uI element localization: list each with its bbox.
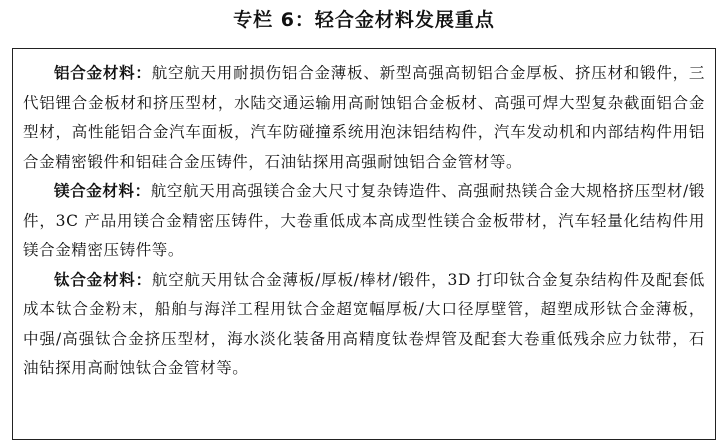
section-term: 钛合金材料： (54, 270, 152, 289)
section-titanium (23, 266, 705, 384)
section-text: 航空航天用钛合金薄板/厚板/棒材/锻件，3D 打印钛合金复杂结构件及配套低成本钛合金粉末，船舶与海洋工程用钛合金超宽幅厚板/大口径厚壁管，超塑成形钛合金薄板，中强/高强钛合金挤压型材，海水淡化装备用高精度钛卷焊管及配套大卷重低残余应力钛带，石油钻探用高耐蚀钛合金管材等。 (23, 270, 705, 377)
content-box (12, 48, 716, 440)
section-text: 航空航天用高强镁合金大尺寸复杂铸造件、高强耐热镁合金大规格挤压型材/锻件，3C 产品用镁合金精密压铸件，大卷重低成本高成型性镁合金板带材，汽车轻量化结构件用镁合金精密压铸件等。 (23, 182, 705, 259)
section-aluminum (23, 59, 705, 177)
section-magnesium (23, 177, 705, 266)
page-title: 专栏 6：轻合金材料发展重点 (233, 9, 495, 31)
section-text: 航空航天用耐损伤铝合金薄板、新型高强高韧铝合金厚板、挤压材和锻件，三代铝锂合金板材和挤压型材，水陆交通运输用高耐蚀铝合金板材、高强可焊大型复杂截面铝合金型材，高性能铝合金汽车面板，汽车防碰撞系统用泡沫铝结构件，汽车发动机和内部结构件用铝合金精密锻件和铝硅合金压铸件，石油钻探用高强耐蚀铝合金管材等。 (23, 64, 705, 171)
section-term: 铝合金材料： (54, 64, 152, 82)
section-term: 镁合金材料： (54, 182, 151, 200)
